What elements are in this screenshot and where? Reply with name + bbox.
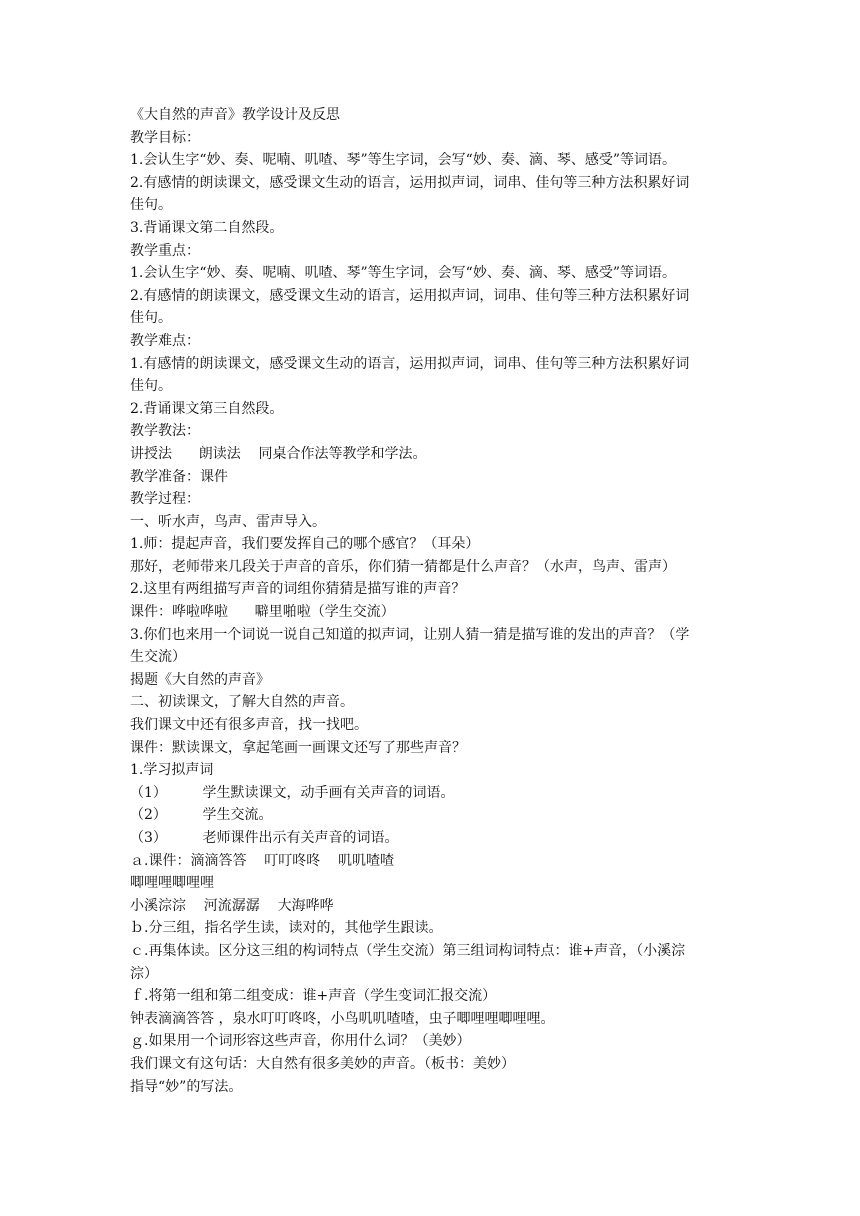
key-point-line: 佳句。: [130, 310, 172, 327]
process-line: ｂ.分三组，指名学生读，读对的，其他学生跟读。: [130, 920, 443, 937]
process-line: 课件：哗啦哗啦 噼里啪啦（学生交流）: [130, 604, 395, 621]
process-line: ｇ.如果用一个词形容这些声音，你用什么词？（美妙）: [130, 1033, 471, 1050]
process-line: 指导“妙”的写法。: [130, 1078, 243, 1095]
process-line: 2.这里有两组描写声音的词组你猜猜是描写谁的声音？: [130, 581, 466, 598]
process-line: （1） 学生默读课文，动手画有关声音的词语。: [130, 784, 455, 801]
process-line: （3） 老师课件出示有关声音的词语。: [130, 830, 399, 846]
preparation-line: 教学准备：课件: [130, 468, 228, 485]
process-line: 我们课文有这句话：大自然有很多美妙的声音。（板书：美妙）: [130, 1055, 515, 1072]
process-line: ｆ.将第一组和第二组变成：谁+声音（学生变词汇报交流）: [130, 988, 497, 1005]
key-point-line: 2.有感情的朗读课文，感受课文生动的语言，运用拟声词，词串、佳句等三种方法积累好词: [130, 287, 690, 304]
process-line: 那好，老师带来几段关于声音的音乐，你们猜一猜都是什么声音？（水声，鸟声、雷声）: [130, 558, 676, 575]
methods-line: 讲授法 朗读法 同桌合作法等教学和学法。: [130, 445, 427, 462]
process-step-heading: 一、听水声，鸟声、雷声导入。: [130, 513, 326, 530]
process-line: 生交流）: [130, 649, 186, 666]
objective-line: 3.背诵课文第二自然段。: [130, 219, 284, 236]
process-line: 课件：默读课文，拿起笔画一画课文还写了那些声音？: [130, 739, 466, 756]
section-heading-process: 教学过程：: [130, 491, 200, 508]
section-heading-objectives: 教学目标：: [130, 129, 200, 146]
process-line: 3.你们也来用一个词说一说自己知道的拟声词，让别人猜一猜是描写谁的发出的声音？（学: [130, 626, 690, 643]
section-heading-methods: 教学教法：: [130, 423, 200, 440]
process-line: 钟表滴滴答答 ，泉水叮叮咚咚，小鸟叽叽喳喳，虫子唧哩哩唧哩哩。: [130, 1010, 555, 1027]
document-page: [130, 104, 740, 1098]
process-line: 唧哩哩唧哩哩: [130, 875, 214, 892]
process-line: ｃ.再集体读。区分这三组的构词特点（学生交流）第三组词构词特点：谁+声音，（小溪淙: [130, 942, 686, 959]
process-line: 淙）: [130, 965, 158, 982]
process-line: 1.师：提起声音，我们要发挥自己的哪个感官？（耳朵）: [130, 536, 480, 553]
process-step-heading: 二、初读课文，了解大自然的声音。: [130, 694, 354, 711]
difficulty-line: 2.背诵课文第三自然段。: [130, 400, 284, 417]
process-line: （2） 学生交流。: [130, 807, 273, 824]
process-line: 小溪淙淙 河流潺潺 大海哗哗: [130, 897, 334, 914]
difficulty-line: 佳句。: [130, 378, 172, 395]
objective-line: 2.有感情的朗读课文，感受课文生动的语言，运用拟声词，词串、佳句等三种方法积累好词: [130, 174, 690, 191]
objective-line: 佳句。: [130, 197, 172, 214]
section-heading-key-points: 教学重点：: [130, 242, 200, 259]
difficulty-line: 1.有感情的朗读课文，感受课文生动的语言，运用拟声词，词串、佳句等三种方法积累好词: [130, 355, 690, 372]
process-line: 我们课文中还有很多声音，找一找吧。: [130, 717, 368, 734]
document-title: 《大自然的声音》教学设计及反思: [130, 107, 340, 123]
section-heading-difficulties: 教学难点：: [130, 332, 200, 349]
key-point-line: 1.会认生字“妙、奏、呢喃、叽喳、琴”等生字词，会写“妙、奏、滴、琴、感受”等词语。: [130, 265, 676, 282]
objective-line: 1.会认生字“妙、奏、呢喃、叽喳、琴”等生字词，会写“妙、奏、滴、琴、感受”等词语。: [130, 152, 676, 169]
process-line: ａ.课件：滴滴答答 叮叮咚咚 叽叽喳喳: [130, 852, 395, 869]
process-line: 1.学习拟声词: [130, 762, 214, 779]
process-line: 揭题《大自然的声音》: [130, 671, 270, 688]
